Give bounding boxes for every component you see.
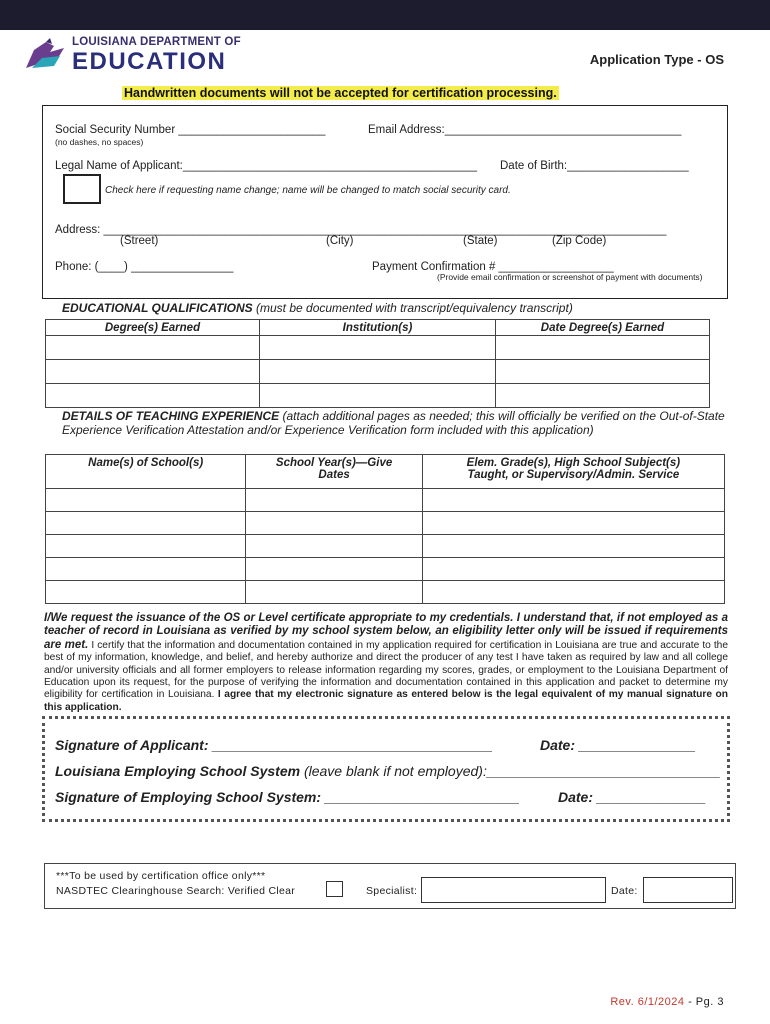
statement-body: I certify that the information and documentation contained in my application required for certification in Louisiana are true and accurate to the best of my information, knowledge, and belief, and hereby authorize and direct the producer of any test I have taken as required by law and all college and/or university officials and all former employers to release information regarding my scores, grades, or employment to the Louisiana Department of Education upon its request, for the purpose of verifying the information and documentation contained in this application and packet to determine my eligibility for certification in Louisiana. bbox=[44, 639, 729, 701]
table-row bbox=[46, 336, 710, 360]
col-subjects-line1: Elem. Grade(s), High School Subject(s) bbox=[466, 457, 681, 469]
verified-clear-checkbox[interactable] bbox=[326, 881, 343, 897]
table-row bbox=[46, 489, 725, 512]
employer-signature-field[interactable]: Signature of Employing School System: _________________________ bbox=[55, 789, 520, 805]
specialist-field[interactable] bbox=[421, 877, 606, 903]
institution-cell[interactable] bbox=[260, 384, 496, 408]
top-banner bbox=[0, 0, 770, 30]
col-date-earned: Date Degree(s) Earned bbox=[495, 320, 709, 336]
subjects-cell[interactable] bbox=[422, 581, 724, 604]
ssn-note: (no dashes, no spaces) bbox=[55, 137, 144, 147]
nasdtec-label: NASDTEC Clearinghouse Search: Verified Clear bbox=[56, 885, 296, 897]
years-cell[interactable] bbox=[246, 512, 422, 535]
logo-line-1: LOUISIANA DEPARTMENT OF bbox=[72, 36, 241, 48]
payment-note: (Provide email confirmation or screenshot of payment with documents) bbox=[437, 272, 703, 282]
years-cell[interactable] bbox=[246, 581, 422, 604]
years-cell[interactable] bbox=[246, 535, 422, 558]
legal-name-field[interactable]: Legal Name of Applicant:______________________________________________ bbox=[55, 160, 478, 172]
experience-heading bbox=[62, 410, 730, 437]
logo-line-2: EDUCATION bbox=[72, 48, 227, 75]
date-cell[interactable] bbox=[495, 336, 709, 360]
col-institution: Institution(s) bbox=[260, 320, 496, 336]
school-cell[interactable] bbox=[46, 558, 246, 581]
table-row bbox=[46, 558, 725, 581]
education-heading-note: (must be documented with transcript/equivalency transcript) bbox=[252, 301, 573, 315]
col-school-years-line1: School Year(s)—Give bbox=[275, 457, 393, 469]
certification-statement bbox=[44, 612, 728, 714]
years-cell[interactable] bbox=[246, 489, 422, 512]
years-cell[interactable] bbox=[246, 558, 422, 581]
specialist-label: Specialist: bbox=[366, 885, 418, 897]
date-cell[interactable] bbox=[495, 384, 709, 408]
institution-cell[interactable] bbox=[260, 336, 496, 360]
col-subjects-line2: Taught, or Supervisory/Admin. Service bbox=[467, 469, 680, 481]
education-table bbox=[45, 319, 710, 408]
dob-field[interactable]: Date of Birth:___________________ bbox=[500, 160, 689, 172]
degree-cell[interactable] bbox=[46, 384, 260, 408]
degree-cell[interactable] bbox=[46, 360, 260, 384]
col-degree: Degree(s) Earned bbox=[46, 320, 260, 336]
name-change-checkbox[interactable] bbox=[63, 174, 101, 204]
employing-school-system-label: Louisiana Employing School System bbox=[55, 763, 301, 779]
school-cell[interactable] bbox=[46, 535, 246, 558]
subjects-cell[interactable] bbox=[422, 558, 724, 581]
office-date-label: Date: bbox=[611, 885, 638, 897]
applicant-signature-field[interactable]: Signature of Applicant: ____________________________________ bbox=[55, 737, 493, 753]
table-row bbox=[46, 581, 725, 604]
office-use-heading: ***To be used by certification office only*** bbox=[56, 870, 266, 882]
table-row bbox=[46, 512, 725, 535]
experience-table bbox=[45, 454, 725, 604]
experience-heading-note: (attach additional pages as needed; this will officially be verified on the Out-of-State Experience Verification Attestation and/or Experience Verification form included with this application) bbox=[62, 409, 725, 437]
institution-cell[interactable] bbox=[260, 360, 496, 384]
subjects-cell[interactable] bbox=[422, 489, 724, 512]
statement-agreement: I agree that my electronic signature as entered below is the legal equivalent of my manual signature on this application. bbox=[44, 689, 728, 713]
revision-date: Rev. 6/1/2024 bbox=[610, 996, 685, 1008]
statement-bold: I/We request the issuance of the OS or Level certificate appropriate to my credentials. I understand that, if not employed as a teacher of record in Louisiana as verified by my school system below, an eligibility letter only will be issued if requirements are met. bbox=[44, 612, 728, 651]
address-street-label: (Street) bbox=[120, 235, 159, 247]
col-school-name: Name(s) of School(s) bbox=[46, 455, 246, 489]
employer-date-field[interactable]: Date: ______________ bbox=[558, 789, 706, 805]
address-zip-label: (Zip Code) bbox=[552, 235, 607, 247]
applicant-date-field[interactable]: Date: _______________ bbox=[540, 737, 696, 753]
ssn-field[interactable]: Social Security Number _______________________ bbox=[55, 124, 326, 136]
school-cell[interactable] bbox=[46, 489, 246, 512]
address-state-label: (State) bbox=[463, 235, 498, 247]
ldoe-logo bbox=[24, 36, 244, 76]
degree-cell[interactable] bbox=[46, 336, 260, 360]
employing-school-system-line: ______________________________ bbox=[486, 763, 721, 779]
date-cell[interactable] bbox=[495, 360, 709, 384]
col-school-years bbox=[246, 455, 422, 489]
table-row bbox=[46, 384, 710, 408]
footer-revision bbox=[610, 996, 724, 1008]
col-subjects bbox=[422, 455, 724, 489]
education-heading bbox=[62, 301, 573, 315]
office-date-field[interactable] bbox=[643, 877, 733, 903]
school-cell[interactable] bbox=[46, 581, 246, 604]
address-city-label: (City) bbox=[326, 235, 354, 247]
name-change-note: Check here if requesting name change; name will be changed to match social security card. bbox=[105, 185, 511, 196]
address-field[interactable]: Address: ________________________________________________________________________________________ bbox=[55, 224, 667, 236]
table-row bbox=[46, 360, 710, 384]
education-heading-bold: EDUCATIONAL QUALIFICATIONS bbox=[62, 301, 253, 315]
employing-school-system-note: (leave blank if not employed): bbox=[300, 763, 487, 779]
school-cell[interactable] bbox=[46, 512, 246, 535]
payment-confirmation-field[interactable]: Payment Confirmation # __________________ bbox=[372, 261, 614, 273]
email-field[interactable]: Email Address:_____________________________________ bbox=[368, 124, 682, 136]
subjects-cell[interactable] bbox=[422, 535, 724, 558]
pelican-logo-icon bbox=[24, 38, 68, 72]
subjects-cell[interactable] bbox=[422, 512, 724, 535]
table-row bbox=[46, 535, 725, 558]
application-type: Application Type - OS bbox=[589, 52, 724, 67]
col-school-years-line2: Dates bbox=[318, 469, 350, 481]
employing-school-system-field[interactable] bbox=[55, 763, 720, 779]
page-number: - Pg. 3 bbox=[684, 996, 724, 1008]
experience-heading-bold: DETAILS OF TEACHING EXPERIENCE bbox=[62, 409, 280, 423]
handwritten-notice: Handwritten documents will not be accepted for certification processing. bbox=[124, 86, 557, 100]
phone-field[interactable]: Phone: (____) ________________ bbox=[55, 261, 234, 273]
